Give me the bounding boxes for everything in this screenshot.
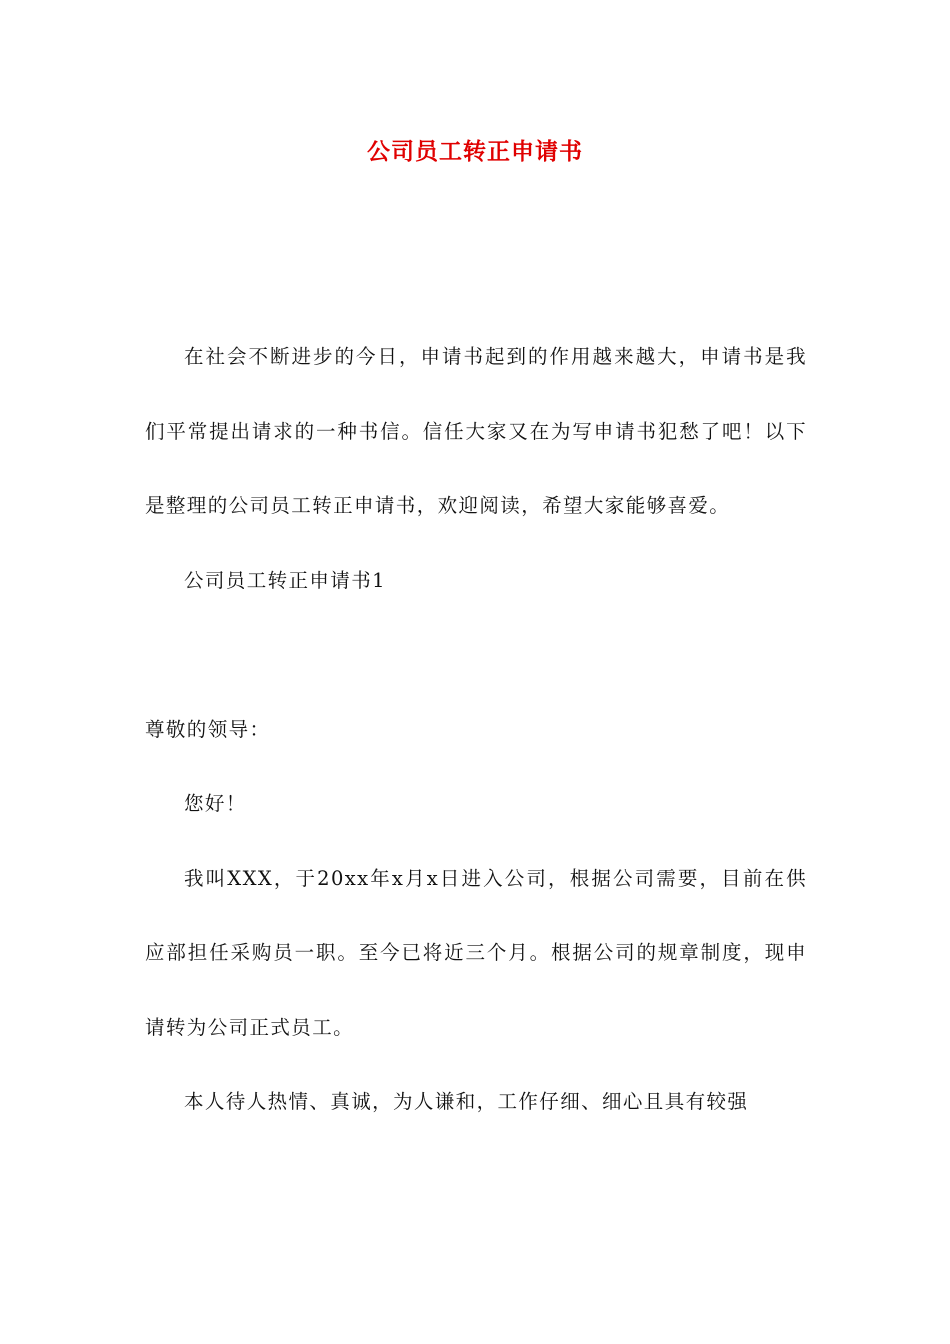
blank-line [145, 618, 807, 693]
section-heading: 公司员工转正申请书1 [184, 568, 386, 592]
salutation: 尊敬的领导： [145, 717, 271, 741]
document-body [145, 320, 807, 1140]
body-paragraph-1: 我叫XXX，于20xx年x月x日进入公司，根据公司需要，目前在供应部担任采购员一职。至今已将近三个月。根据公司的规章制度，现申请转为公司正式员工。 [145, 866, 807, 1039]
document-title: 公司员工转正申请书 [367, 139, 583, 165]
greeting: 您好！ [184, 792, 247, 815]
intro-paragraph: 在社会不断进步的今日，申请书起到的作用越来越大，申请书是我们平常提出请求的一种书信。信任大家又在为写申请书犯愁了吧！以下是整理的公司员工转正申请书，欢迎阅读，希望大家能够喜爱。 [145, 345, 807, 517]
body-paragraph-2: 本人待人热情、真诚，为人谦和，工作仔细、细心且具有较强 [184, 1090, 749, 1113]
